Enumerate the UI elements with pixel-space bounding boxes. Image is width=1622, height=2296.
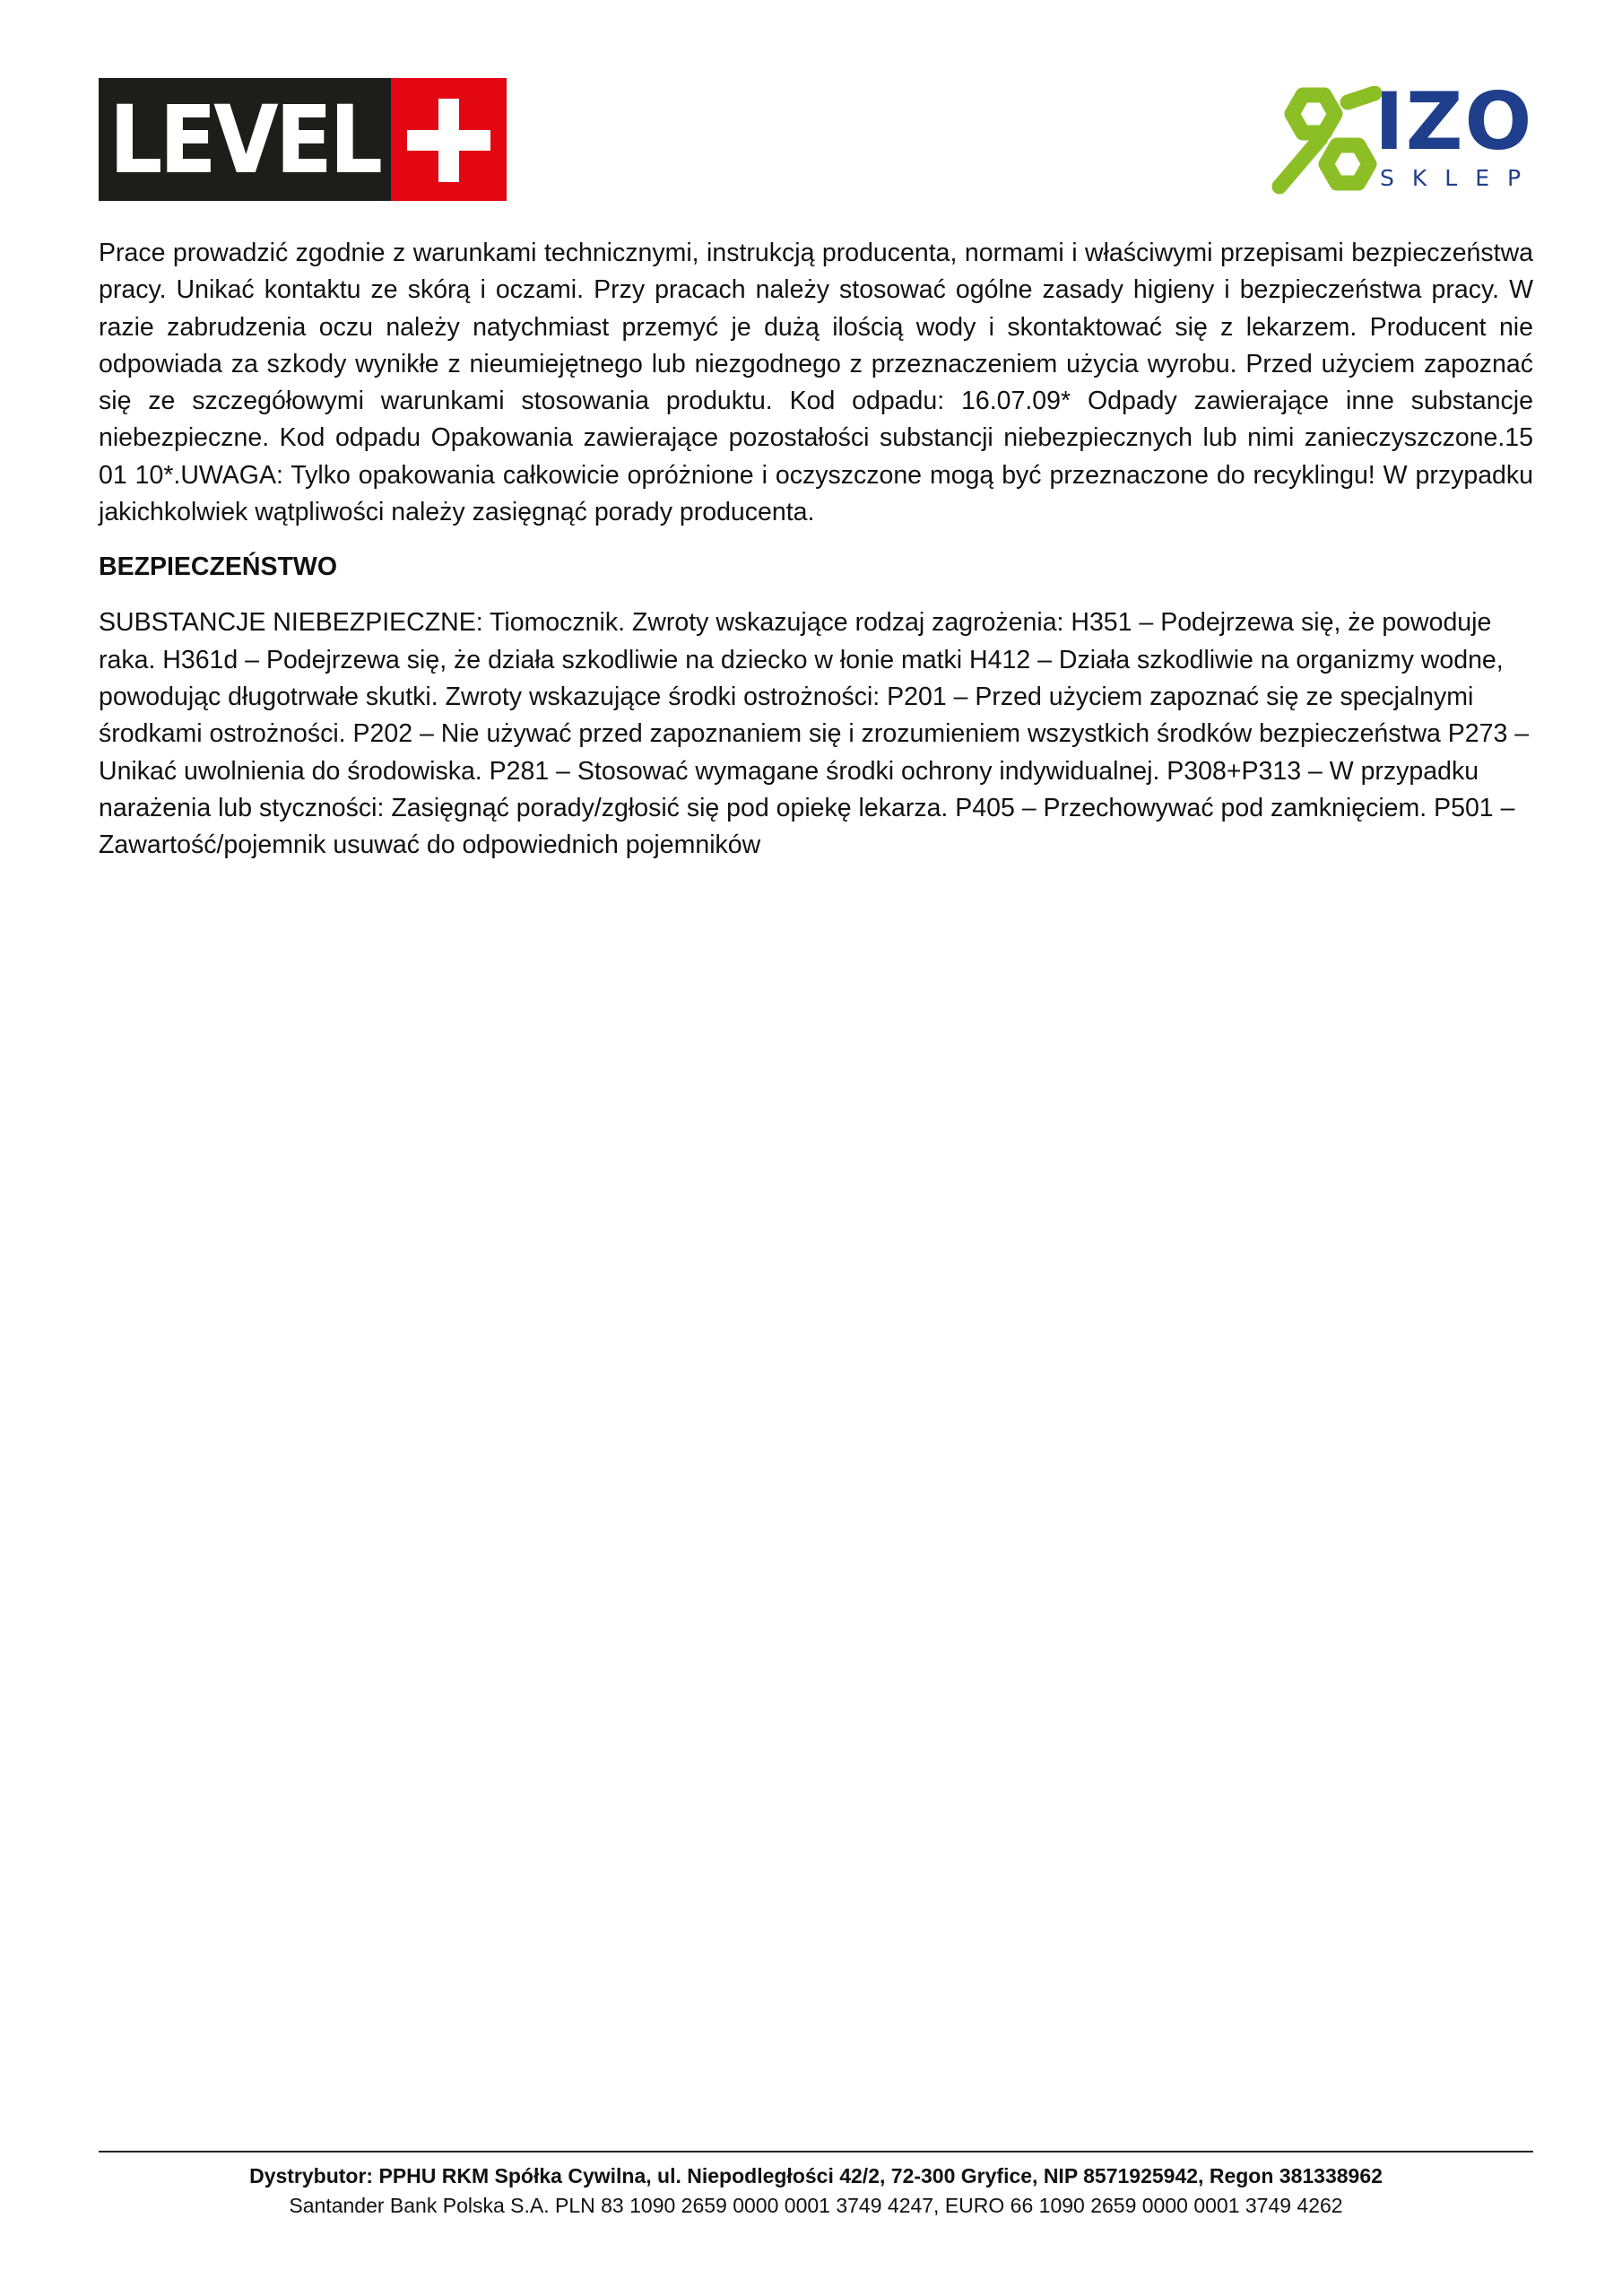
level-plus-logo	[99, 78, 507, 201]
izo-logo-text: IZO	[1375, 75, 1534, 168]
safety-heading: BEZPIECZEŃSTWO	[99, 552, 338, 582]
izo-logo-subtext: SKLEP	[1380, 165, 1540, 191]
document-footer	[99, 2151, 1533, 2221]
document-body	[99, 235, 1533, 864]
level-logo-text: LEVEL	[109, 84, 380, 195]
usage-instructions-paragraph: Prace prowadzić zgodnie z warunkami technicznymi, instrukcją producenta, normami i właściwymi przepisami bezpieczeństwa pracy. Unikać kontaktu ze skórą i oczami. Przy pracach należy stosować ogólne zasady higieny i bezpieczeństwa pracy. W razie zabrudzenia oczu należy natychmiast przemyć je dużą ilością wody i skontaktować się z lekarzem. Producent nie odpowiada za szkody wynikłe z nieumiejętnego lub niezgodnego z przeznaczeniem użycia wyrobu. Przed użyciem zapoznać się ze szczegółowymi warunkami stosowania produktu. Kod odpadu: 16.07.09* Odpady zawierające inne substancje niebezpieczne. Kod odpadu Opakowania zawierające pozostałości substancji niebezpiecznych lub nimi zanieczyszczone.15 01 10*.UWAGA: Tylko opakowania całkowicie opróżnione i oczyszczone mogą być przeznaczone do recyklingu! W przypadku jakichkolwiek wątpliwości należy zasięgnąć porady producenta.	[99, 239, 1533, 527]
footer-distributor: Dystrybutor: PPHU RKM Spółka Cywilna, ul. Niepodległości 42/2, 72-300 Gryfice, NIP 8571925942, Regon 381338962	[249, 2164, 1383, 2187]
safety-paragraph: SUBSTANCJE NIEBEZPIECZNE: Tiomocznik. Zwroty wskazujące rodzaj zagrożenia: H351 – Podejrzewa się, że powoduje raka. H361d – Podejrzewa się, że działa szkodliwie na dziecko w łonie matki H412 – Działa szkodliwie na organizmy wodne, powodując długotrwałe skutki. Zwroty wskazujące środki ostrożności: P201 – Przed użyciem zapoznać się ze specjalnymi środkami ostrożności. P202 – Nie używać przed zapoznaniem się i zrozumieniem wszystkich środków bezpieczeństwa P273 – Unikać uwolnienia do środowiska. P281 – Stosować wymagane środki ochrony indywidualnej. P308+P313 – W przypadku narażenia lub styczności: Zasięgnąć porady/zgłosić się pod opiekę lekarza. P405 – Przechowywać pod zamknięciem. P501 – Zawartość/pojemnik usuwać do odpowiednich pojemników	[99, 608, 1530, 860]
izo-sklep-logo	[1269, 75, 1540, 199]
footer-bank-details: Santander Bank Polska S.A. PLN 83 1090 2659 0000 0001 3749 4247, EURO 66 1090 2659 0000 0001 3749 4262	[289, 2194, 1343, 2217]
plus-icon	[391, 78, 507, 201]
level-logo-wordmark	[99, 78, 391, 201]
document-header	[0, 0, 1622, 215]
footer-divider	[99, 2151, 1533, 2152]
hexagon-molecule-icon	[1269, 86, 1385, 196]
